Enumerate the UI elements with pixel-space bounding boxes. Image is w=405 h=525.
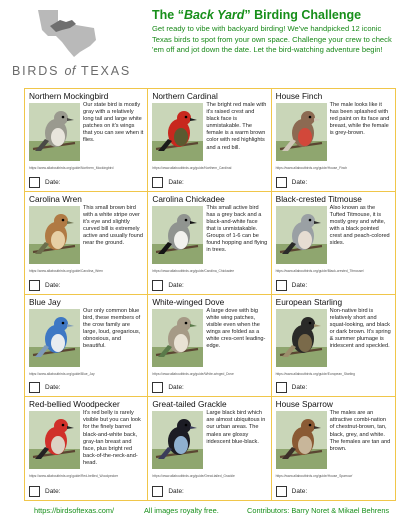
date-label: Date: <box>291 384 308 392</box>
bird-card <box>272 192 395 295</box>
bird-name: Northern Cardinal <box>152 91 218 101</box>
date-label: Date: <box>45 178 61 186</box>
date-label: Date: <box>45 281 61 289</box>
bird-description: The bright red male with it's raised crest and black face is unmistakable. The female is a warm brown color with red highlights and a red bill. <box>206 102 267 151</box>
bird-description: Our state bird is mostly gray with a relatively long tail and large white patches on it's wings that you can see when it flies. <box>83 102 144 144</box>
bird-description: Non-native bird is relatively short and squat-looking, and black or dark brown. It's spring & summer plumage is iridescent and speckled. <box>329 307 391 349</box>
bird-card <box>25 397 148 500</box>
date-field <box>152 486 184 497</box>
brand-texas: TEXAS <box>80 64 131 78</box>
footer-site-link[interactable]: https://birdsoftexas.com/ <box>34 506 115 515</box>
bird-name: Blue Jay <box>29 296 61 307</box>
checkbox[interactable] <box>276 280 287 291</box>
bird-guide-link[interactable]: https://www.allaboutbirds.org/guide/Carolina_Wren <box>29 268 103 273</box>
bird-card <box>272 295 395 398</box>
bird-guide-link[interactable]: https://www.allaboutbirds.org/guide/Northern_Mockingbird <box>29 166 114 170</box>
bird-guide-link[interactable]: https://www.allaboutbirds.org/guide/Red-bellied_Woodpecker <box>29 474 119 479</box>
checkbox[interactable] <box>29 486 40 497</box>
checkbox[interactable] <box>152 280 163 291</box>
bird-description: Also known as the Tufted Titmouse, it is mostly grey and white, with a black pointed crest and peach-colored sides. <box>329 204 390 247</box>
checkbox[interactable] <box>152 382 163 393</box>
footer-credit: All images royalty free. <box>144 506 219 515</box>
bird-description: This small brown bird with a white stripe over it's eye and slightly curved bill is extremely active and usually found near the ground. <box>83 204 144 247</box>
checkbox[interactable] <box>152 177 163 188</box>
date-label: Date: <box>291 488 308 495</box>
bird-photo <box>29 206 80 264</box>
bird-guide-link[interactable]: https://www.allaboutbirds.org/guide/European_Starling <box>275 371 356 376</box>
bird-guide-link[interactable]: https://www.allaboutbirds.org/guide/House_Finch <box>275 166 348 170</box>
checkbox[interactable] <box>29 280 40 291</box>
date-label: Date: <box>168 488 184 495</box>
date-field <box>276 177 308 188</box>
title-emphasis: Back Yard <box>183 8 245 22</box>
brand-birds: BIRDS <box>12 64 60 78</box>
bird-description: The males are an attractive combi-nation of chestnut-brown, tan, black, grey, and white. The females are tan and brown. <box>329 410 391 452</box>
bird-card <box>272 397 395 500</box>
date-field <box>152 382 184 393</box>
footer-contributors: Contributors: Barry Noret & Mikael Behrens <box>247 506 390 515</box>
bird-photo <box>152 309 203 367</box>
date-label: Date: <box>45 384 61 392</box>
bird-photo <box>29 103 80 161</box>
date-field <box>276 382 308 393</box>
checkbox[interactable] <box>276 177 287 188</box>
date-field <box>29 280 61 291</box>
checkbox[interactable] <box>152 486 163 497</box>
bird-photo <box>152 103 203 161</box>
date-label: Date: <box>168 281 184 289</box>
bird-photo <box>29 309 80 367</box>
bird-name: House Finch <box>275 91 323 101</box>
bird-guide-link[interactable]: https://www.allaboutbirds.org/guide/Blue_Jay <box>29 371 95 376</box>
date-field <box>29 382 61 393</box>
checkbox[interactable] <box>29 177 40 188</box>
bird-photo <box>276 309 327 367</box>
page-title: The “Back Yard” Birding Challenge <box>152 8 362 22</box>
bird-card <box>25 295 148 398</box>
date-field <box>29 486 61 497</box>
bird-description: This small active bird has a grey back and a black-and-white face that is unmistakable. Groups of 1-6 can be found hopping and flying in trees. <box>206 204 268 254</box>
date-label: Date: <box>291 281 308 289</box>
bird-photo <box>152 411 203 469</box>
checkbox[interactable] <box>276 486 287 497</box>
bird-name: White-winged Dove <box>152 296 225 307</box>
date-label: Date: <box>168 384 184 392</box>
bird-description: It's red belly is rarely visible but you can look for the finely barred black-and-white back, gray-tan breast and face, plus bright red back-of-the-neck-and-head. <box>83 410 141 466</box>
bird-guide-link[interactable]: https://www.allaboutbirds.org/guide/White-winged_Dove <box>152 371 234 376</box>
bird-card <box>148 192 271 295</box>
bird-name: House Sparrow <box>275 399 333 410</box>
date-field <box>276 486 308 497</box>
checkbox[interactable] <box>29 382 40 393</box>
checkbox[interactable] <box>276 382 287 393</box>
brand-of: of <box>64 64 76 78</box>
bird-description: Our only common blue bird, these members of the crow family are large, loud, gregarious, obnoxious, and beautiful. <box>83 307 141 349</box>
bird-card <box>272 89 395 192</box>
texas-bird-silhouette-icon <box>36 6 98 58</box>
bird-photo <box>152 206 203 264</box>
bird-card <box>25 192 148 295</box>
bird-photo <box>276 206 327 264</box>
date-label: Date: <box>291 178 308 186</box>
bird-photo <box>29 411 80 469</box>
bird-name: Great-tailed Grackle <box>152 399 227 410</box>
bird-name: European Starling <box>275 296 343 307</box>
date-label: Date: <box>168 178 184 186</box>
bird-guide-link[interactable]: https://www.allaboutbirds.org/guide/Carolina_Chickadee <box>152 268 235 273</box>
bird-grid <box>24 88 396 501</box>
bird-name: Northern Mockingbird <box>29 91 109 101</box>
date-field <box>152 177 184 188</box>
date-field <box>152 280 184 291</box>
intro-text: Get ready to vibe with backyard birding! We've handpicked 12 iconic Texas birds to spot from your own space. Challenge your crew to check 'em off and jot down the date. Let the bird-watching adventure begin! <box>152 24 392 55</box>
bird-card <box>148 89 271 192</box>
date-field <box>276 280 308 291</box>
bird-description: Large black bird which are almost ubiquitous in our urban areas. The males are glossy iridescent blue-black. <box>206 410 266 445</box>
bird-card <box>25 89 148 192</box>
bird-card <box>148 295 271 398</box>
bird-photo <box>276 411 327 469</box>
bird-photo <box>276 103 327 161</box>
bird-name: Red-bellied Woodpecker <box>29 399 120 410</box>
bird-guide-link[interactable]: https://www.allaboutbirds.org/guide/Northern_Cardinal <box>152 166 232 170</box>
bird-description: A large dove with big white wing patches, visible even when the wings are folded as a white cres-cent leading-edge. <box>206 307 266 349</box>
date-label: Date: <box>45 488 61 495</box>
bird-guide-link[interactable]: https://www.allaboutbirds.org/guide/House_Sparrow/ <box>275 474 353 479</box>
bird-description: The male looks like it has been splashed with red paint on its face and breast, while the female is grey-brown. <box>329 102 390 137</box>
birds-of-texas-logo <box>8 6 143 86</box>
bird-guide-link[interactable]: https://www.allaboutbirds.org/guide/Black-crested_Titmouse/ <box>275 268 364 273</box>
header <box>0 0 405 88</box>
bird-name: Carolina Chickadee <box>152 193 225 204</box>
bird-guide-link[interactable]: https://www.allaboutbirds.org/guide/Great-tailed_Grackle <box>152 474 235 479</box>
date-field <box>29 177 61 188</box>
bird-name: Carolina Wren <box>29 193 82 204</box>
bird-card <box>148 397 271 500</box>
bird-name: Black-crested Titmouse <box>275 193 362 204</box>
